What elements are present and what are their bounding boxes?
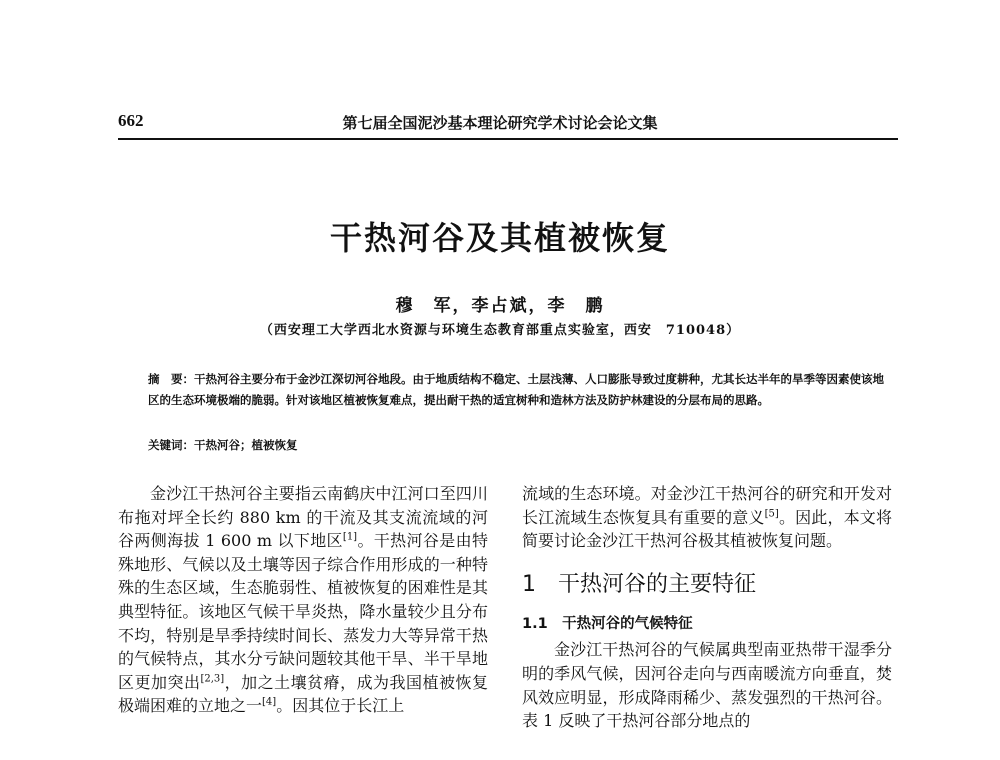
paragraph-text: 。干热河谷是由特殊地形、气候以及土壤等因子综合作用形成的一种特殊的生态区域，生态脆弱性、植被恢复的困难性是其典型特征。该地区气候干旱炎热，降水量较少且分布不均，特别是旱季持续时间长、蒸发力大等异常干热的气候特点，其水分亏缺问题较其他干旱、半干旱地区更加突出 <box>118 531 488 692</box>
citation: [5] <box>764 508 779 520</box>
subsection-heading: 1.1 干热河谷的气候特征 <box>522 615 693 632</box>
abstract <box>148 369 888 411</box>
authors: 穆 军，李占斌，李 鹏 <box>395 296 605 316</box>
body-paragraph: 金沙江干热河谷的气候属典型南亚热带干湿季分明的季风气候，因河谷走向与西南暖流方向垂直，焚风效应明显，形成降雨稀少、蒸发强烈的干热河谷。表 1 反映了干热河谷部分地点的 <box>522 640 892 731</box>
abstract-paragraph <box>148 369 888 411</box>
body-paragraph <box>118 482 488 718</box>
paragraph-text: ，加之土壤贫瘠，成为我国植被恢复极端困难的立地之一 <box>118 672 488 716</box>
abstract-text: 干热河谷主要分布于金沙江深切河谷地段。由于地质结构不稳定、土层浅薄、人口膨胀导致过度耕种，尤其长达半年的旱季等因素使该地区的生态环境极端的脆弱。针对该地区植被恢复难点，提出耐干热的适宜树种和造林方法及防护林建设的分层布局的思路。 <box>148 372 884 407</box>
header-rule <box>118 138 898 140</box>
keywords <box>148 437 888 453</box>
keywords-label: 关键词： <box>148 438 194 452</box>
right-column <box>522 482 892 733</box>
left-column <box>118 482 488 718</box>
paragraph-text: 。因其位于长江上 <box>276 696 405 716</box>
citation: [2,3] <box>200 673 225 685</box>
affiliation: （西安理工大学西北水资源与环境生态教育部重点实验室，西安 710048） <box>259 323 741 338</box>
section-heading: 1 干热河谷的主要特征 <box>522 571 756 597</box>
article-title: 干热河谷及其植被恢复 <box>329 219 670 257</box>
abstract-label: 摘 要： <box>148 372 194 386</box>
page-number: 662 <box>118 111 144 130</box>
running-head: 第七届全国泥沙基本理论研究学术讨论会论文集 <box>342 114 658 132</box>
citation: [1] <box>342 531 358 543</box>
body-paragraph <box>522 482 892 553</box>
citation: [4] <box>262 697 277 709</box>
keywords-text: 干热河谷；植被恢复 <box>194 438 298 452</box>
paragraph-text: 金沙江干热河谷主要指云南鹤庆中江河口至四川布拖对坪全长约 880 km 的干流及其支流流域的河谷两侧海拔 1 600 m 以下地区 <box>118 484 488 551</box>
paragraph-text: 。因此，本文将简要讨论金沙江干热河谷极其植被恢复问题。 <box>522 507 892 551</box>
paragraph-text: 流域的生态环境。对金沙江干热河谷的研究和开发对长江流域生态恢复具有重要的意义 <box>522 484 892 527</box>
